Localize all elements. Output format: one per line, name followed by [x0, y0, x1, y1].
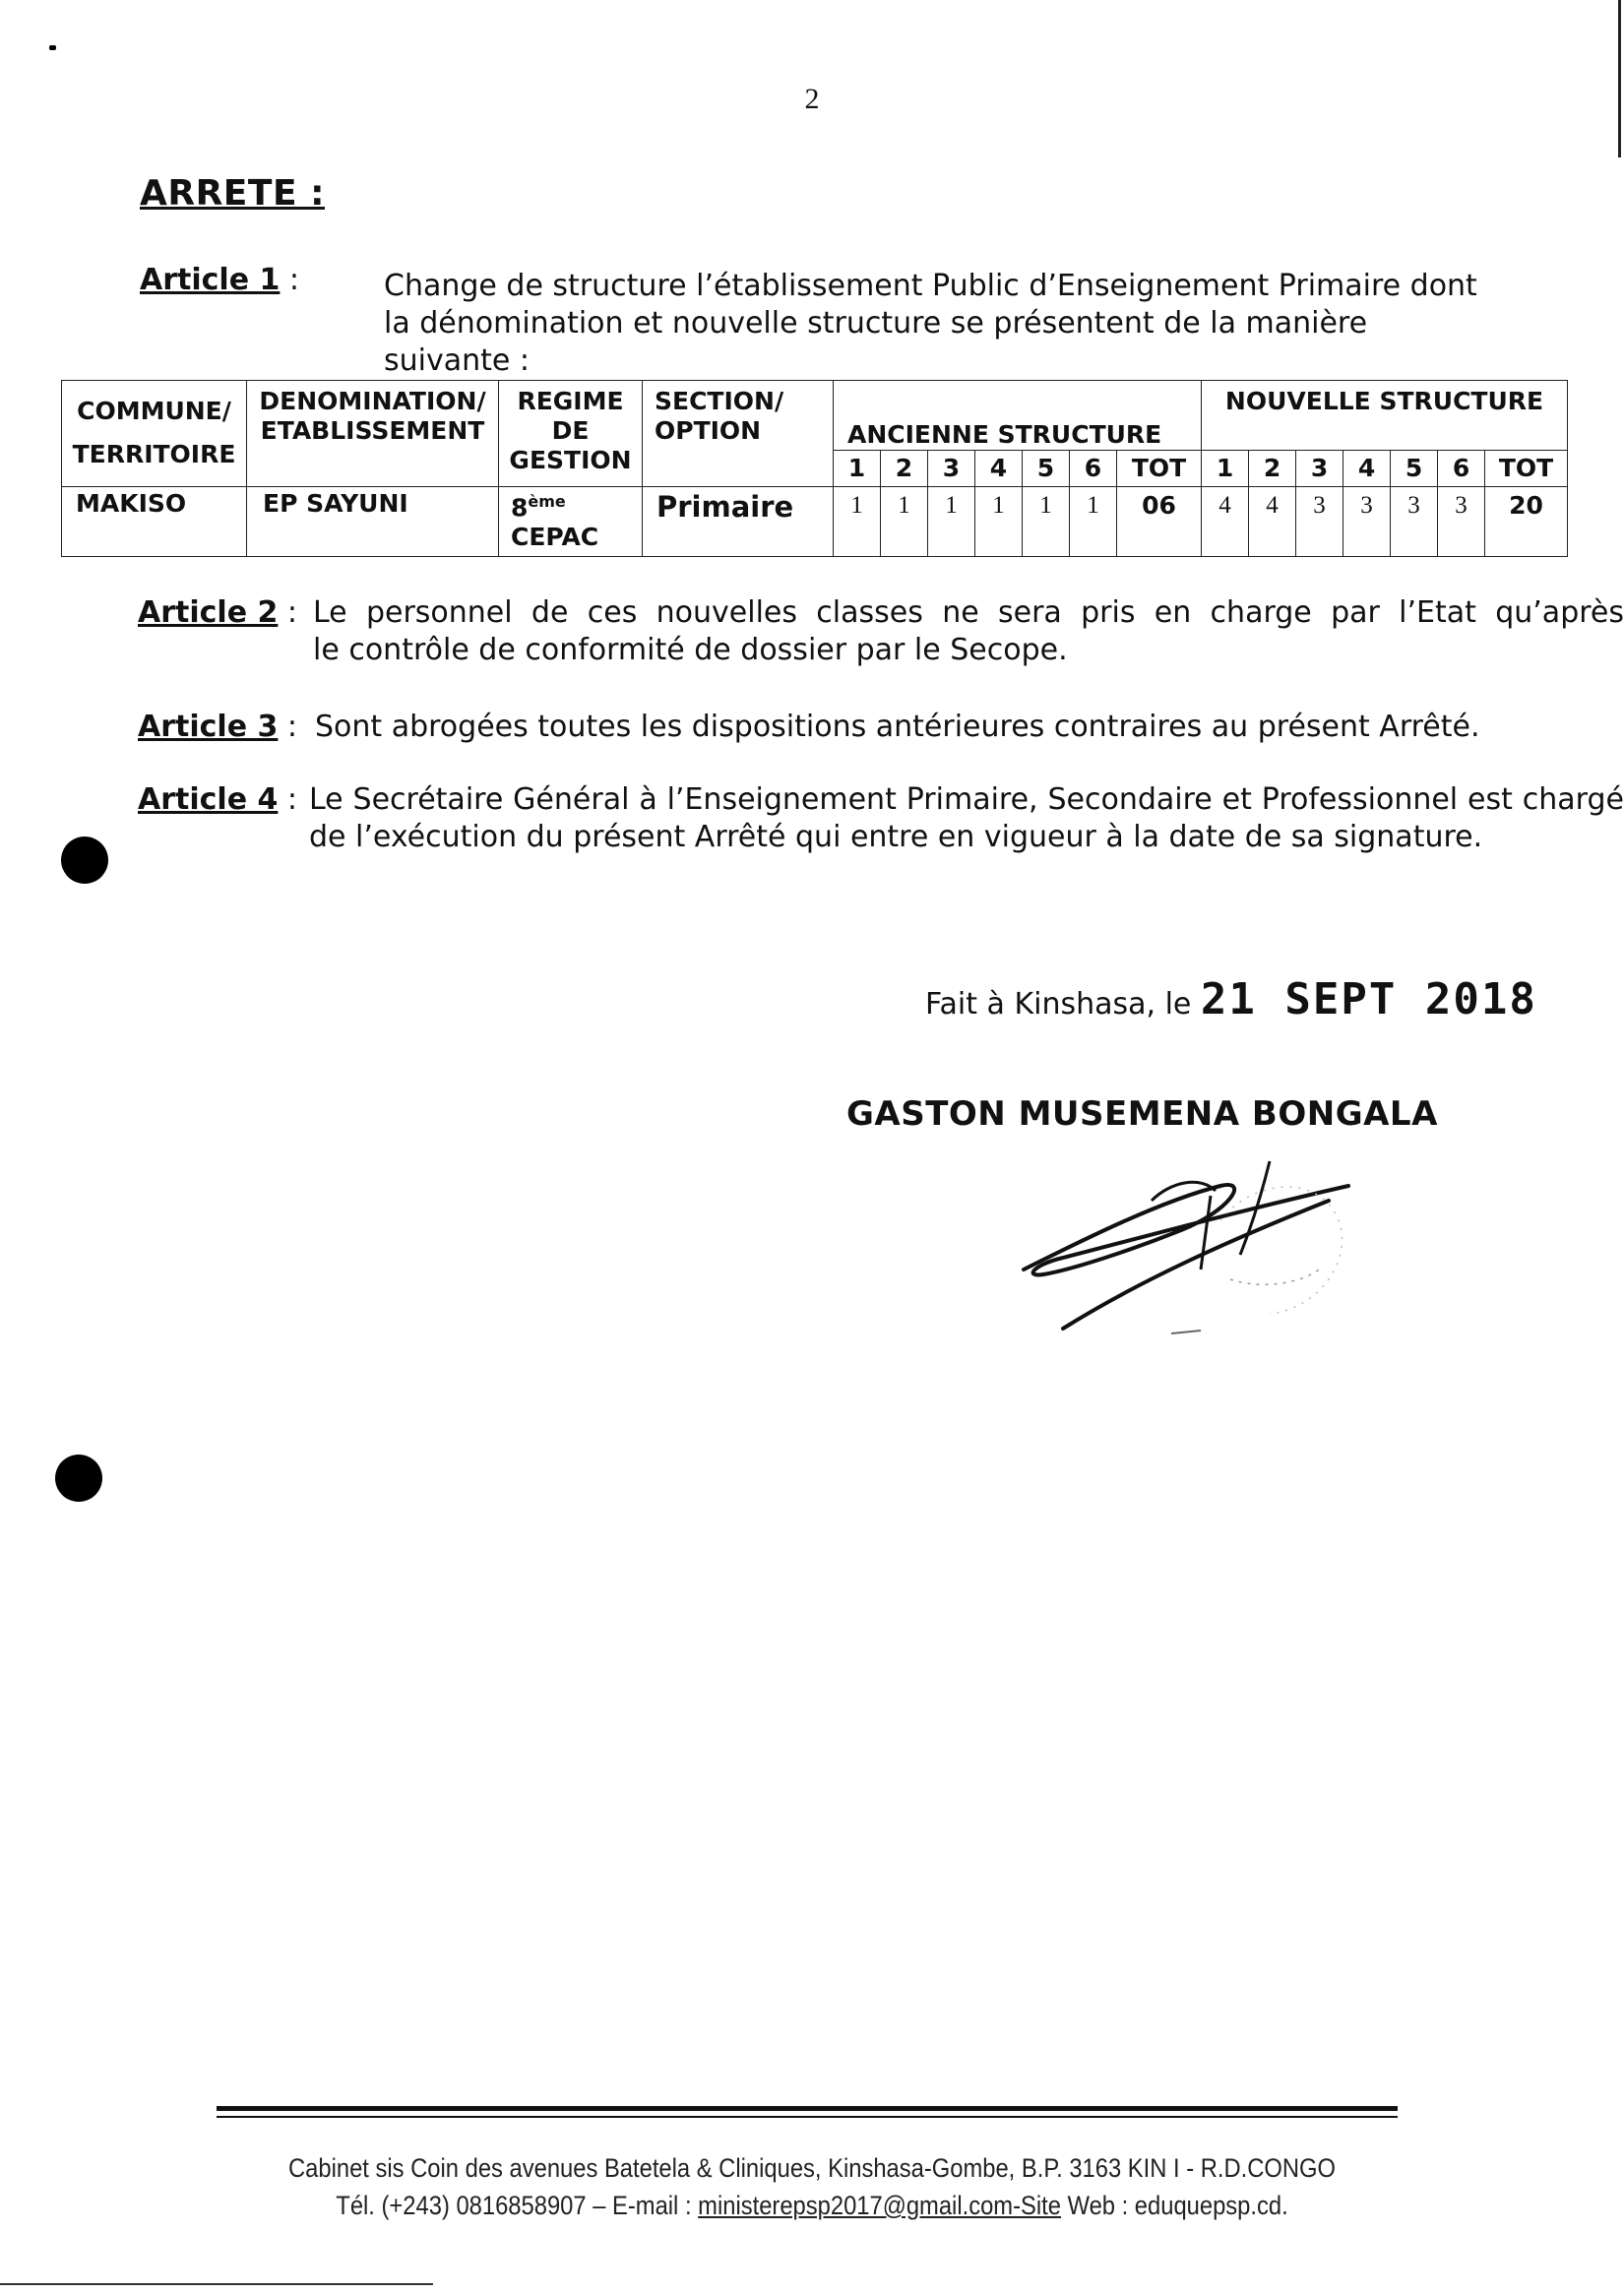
footer-email-link[interactable]: ministerepsp2017@gmail.com-Site: [698, 2191, 1061, 2220]
decree-heading: ARRETE :: [140, 173, 325, 214]
article-3-text: Sont abrogées toutes les dispositions antérieures contraires au présent Arrêté.: [315, 710, 1480, 744]
header-ancienne: ANCIENNE STRUCTURE: [834, 381, 1202, 451]
cell-ancienne-3: 1: [928, 487, 975, 557]
header-regime: [499, 381, 643, 487]
regime-number: 8: [511, 493, 529, 523]
header-section-l2: OPTION: [655, 416, 762, 445]
article-3-label: Article 3: [138, 710, 279, 744]
header-ancienne-col-tot: TOT: [1117, 451, 1202, 487]
punch-hole-dot: [55, 1455, 102, 1502]
cell-ancienne-1: 1: [834, 487, 881, 557]
date-stamp: 21 SEPT 2018: [1200, 974, 1537, 1024]
footer-address: Cabinet sis Coin des avenues Batetela & Cliniques, Kinshasa-Gombe, B.P. 3163 KIN I - R.D.CONGO: [287, 2153, 1337, 2183]
header-nouvelle-col-1: 1: [1202, 451, 1249, 487]
regime-name: CEPAC: [511, 523, 599, 552]
cell-ancienne-6: 1: [1070, 487, 1117, 557]
article-2-line1: Le personnel de ces nouvelles classes ne sera pris en charge par l’Etat qu’après: [313, 595, 1624, 630]
header-commune-l2: TERRITOIRE: [72, 440, 236, 468]
article-1-text: Change de structure l’établissement Public d’Enseignement Primaire dont la dénomination et nouvelle structure se présentent de la manière suivante :: [384, 269, 1477, 378]
article-1-label: Article 1: [140, 263, 281, 297]
header-nouvelle-col-5: 5: [1391, 451, 1438, 487]
cell-section: Primaire: [643, 487, 834, 557]
regime-superscript: ème: [528, 492, 566, 511]
cell-etablissement: EP SAYUNI: [247, 487, 499, 557]
date-prefix: Fait à Kinshasa, le: [925, 987, 1192, 1022]
article-2-label: Article 2: [138, 595, 279, 630]
header-commune-l1: COMMUNE/: [77, 397, 231, 425]
header-etab-l2: ETABLISSEMENT: [260, 416, 485, 445]
cell-nouvelle-3: 3: [1296, 487, 1343, 557]
header-nouvelle: NOUVELLE STRUCTURE: [1202, 381, 1568, 451]
table-row: [62, 487, 1568, 557]
cell-nouvelle-2: 4: [1249, 487, 1296, 557]
article-3-sep: :: [286, 710, 298, 744]
header-nouvelle-col-3: 3: [1296, 451, 1343, 487]
scan-speck: [49, 45, 56, 50]
article-4-sep: :: [286, 782, 298, 817]
signature-icon: [1004, 1142, 1417, 1388]
cell-nouvelle-4: 3: [1343, 487, 1391, 557]
signatory-name: GASTON MUSEMENA BONGALA: [846, 1094, 1438, 1134]
header-nouvelle-col-tot: TOT: [1485, 451, 1568, 487]
cell-nouvelle-5: 3: [1391, 487, 1438, 557]
article-3: [138, 709, 1496, 748]
cell-ancienne-2: 1: [881, 487, 928, 557]
scan-edge: [1618, 0, 1621, 157]
footer-contact: [97, 2191, 1527, 2221]
article-2-sep: :: [286, 595, 298, 630]
header-section: [643, 381, 834, 487]
header-regime-l3: GESTION: [509, 446, 632, 474]
header-regime-l1: REGIME: [517, 387, 624, 415]
cell-nouvelle-6: 3: [1438, 487, 1485, 557]
header-section-l1: SECTION/: [655, 387, 784, 415]
article-4: [138, 781, 1624, 899]
footer-web: Web : eduquepsp.cd.: [1067, 2191, 1288, 2220]
punch-hole-dot: [61, 837, 108, 884]
cell-nouvelle-tot: 20: [1485, 487, 1568, 557]
date-line: [925, 974, 1537, 1024]
header-commune: [62, 381, 247, 487]
cell-nouvelle-1: 4: [1202, 487, 1249, 557]
header-ancienne-col-2: 2: [881, 451, 928, 487]
cell-commune: MAKISO: [62, 487, 247, 557]
footer-rule-thin: [217, 2116, 1398, 2118]
footer-rule: [217, 2106, 1398, 2111]
header-nouvelle-col-6: 6: [1438, 451, 1485, 487]
header-ancienne-col-5: 5: [1023, 451, 1070, 487]
cell-regime: [499, 487, 643, 557]
structure-table: [61, 380, 1568, 557]
header-nouvelle-col-2: 2: [1249, 451, 1296, 487]
page-number: 2: [804, 83, 820, 115]
cell-ancienne-tot: 06: [1117, 487, 1202, 557]
header-etab-l1: DENOMINATION/: [259, 387, 486, 415]
article-4-text: Le Secrétaire Général à l’Enseignement Primaire, Secondaire et Professionnel est chargé de l’exécution du présent Arrêté qui entre en vigueur à la date de sa signature.: [309, 782, 1624, 854]
article-2: [138, 594, 1624, 673]
cell-ancienne-5: 1: [1023, 487, 1070, 557]
header-ancienne-col-4: 4: [975, 451, 1023, 487]
scan-edge: [0, 2283, 433, 2285]
footer-phone: Tél. (+243) 0816858907 – E-mail :: [336, 2191, 692, 2220]
article-2-line2: le contrôle de conformité de dossier par le Secope.: [313, 633, 1068, 667]
header-nouvelle-col-4: 4: [1343, 451, 1391, 487]
article-4-label: Article 4: [138, 782, 279, 817]
header-regime-l2: DE: [551, 416, 590, 445]
header-ancienne-col-1: 1: [834, 451, 881, 487]
cell-ancienne-4: 1: [975, 487, 1023, 557]
article-1-sep: :: [288, 263, 300, 297]
article-1-label-wrap: [140, 262, 299, 299]
header-etablissement: [247, 381, 499, 487]
header-ancienne-col-6: 6: [1070, 451, 1117, 487]
header-ancienne-col-3: 3: [928, 451, 975, 487]
